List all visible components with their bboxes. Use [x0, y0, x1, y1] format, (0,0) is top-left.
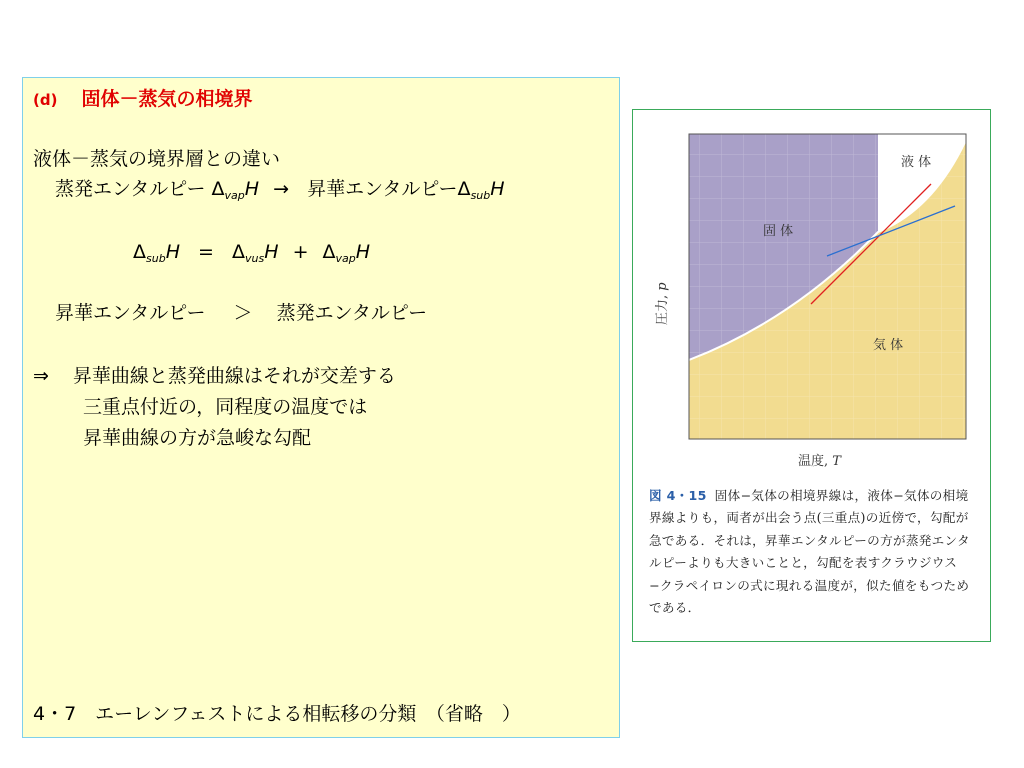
eq-delta-3: Δ — [322, 241, 336, 263]
compare-operator: ＞ — [233, 302, 253, 324]
enthalpy-transition-line — [55, 178, 505, 202]
eq-sub-2: vus — [245, 252, 265, 265]
vap-subscript: vap — [224, 189, 245, 202]
eq-sub-1: sub — [146, 252, 166, 265]
sub-label: 昇華エンタルピーΔ — [307, 178, 471, 200]
section-title — [33, 88, 253, 111]
eq-sub-3: vap — [335, 252, 356, 265]
y-axis-label-text: 圧力, — [655, 290, 670, 325]
figure-caption-text: 固体−気体の相境界線は，液体−気体の相境界線よりも，両者が出会う点(三重点)の近傍で，勾配が急である．それは，昇華エンタルピーの方が蒸発エンタルピーよりも大きいことと，勾配を表すクラウジウス−クラペイロンの式に現れる温度が，似た値をもつためである． — [649, 488, 970, 616]
conclusion-line-3: 昇華曲線の方が急峻な勾配 — [83, 427, 312, 449]
x-axis-label — [798, 450, 841, 469]
sub-h: H — [490, 178, 505, 200]
y-axis-variable: p — [655, 282, 670, 291]
slide-content-box — [22, 77, 620, 738]
arrow-symbol: → — [273, 178, 290, 200]
conclusion-line-2: 三重点付近の，同程度の温度では — [83, 396, 368, 418]
solid-label: 固 体 — [763, 224, 794, 239]
eq-h-2: H — [264, 241, 279, 263]
compare-left: 昇華エンタルピー — [55, 302, 206, 324]
implies-symbol: ⇒ — [33, 365, 49, 387]
eq-delta-1: Δ — [133, 241, 146, 263]
vap-h: H — [244, 178, 260, 200]
background-grid — [689, 134, 966, 439]
figure-number: 図 4・15 — [649, 488, 707, 503]
figure-caption — [649, 485, 979, 619]
gas-label: 気 体 — [873, 338, 904, 353]
conclusion-line-1 — [33, 365, 396, 388]
x-axis-label-text: 温度, — [798, 454, 833, 469]
eq-equals: = — [198, 241, 214, 263]
liquid-label: 液 体 — [901, 155, 932, 170]
sub-subscript: sub — [470, 189, 491, 202]
section-footer: 4・7 エーレンフェストによる相転移の分類 （省略 ） — [33, 703, 521, 725]
eq-h-3: H — [355, 241, 371, 263]
eq-plus: + — [292, 241, 309, 263]
vap-label: 蒸発エンタルピー Δ — [55, 178, 225, 200]
section-title-prefix: (d) — [33, 91, 58, 109]
eq-h-1: H — [165, 241, 180, 263]
x-axis-variable: T — [832, 454, 841, 469]
difference-heading: 液体－蒸気の境界層との違い — [33, 148, 281, 170]
compare-right: 蒸発エンタルピー — [276, 302, 428, 324]
phase-diagram-figure — [632, 109, 991, 642]
eq-delta-2: Δ — [232, 241, 245, 263]
enthalpy-comparison — [55, 302, 427, 325]
section-title-text: 固体－蒸気の相境界 — [81, 88, 253, 110]
conclusion-text-1: 昇華曲線と蒸発曲線はそれが交差する — [72, 365, 396, 387]
y-axis-label — [651, 282, 670, 325]
enthalpy-equation — [133, 241, 370, 265]
